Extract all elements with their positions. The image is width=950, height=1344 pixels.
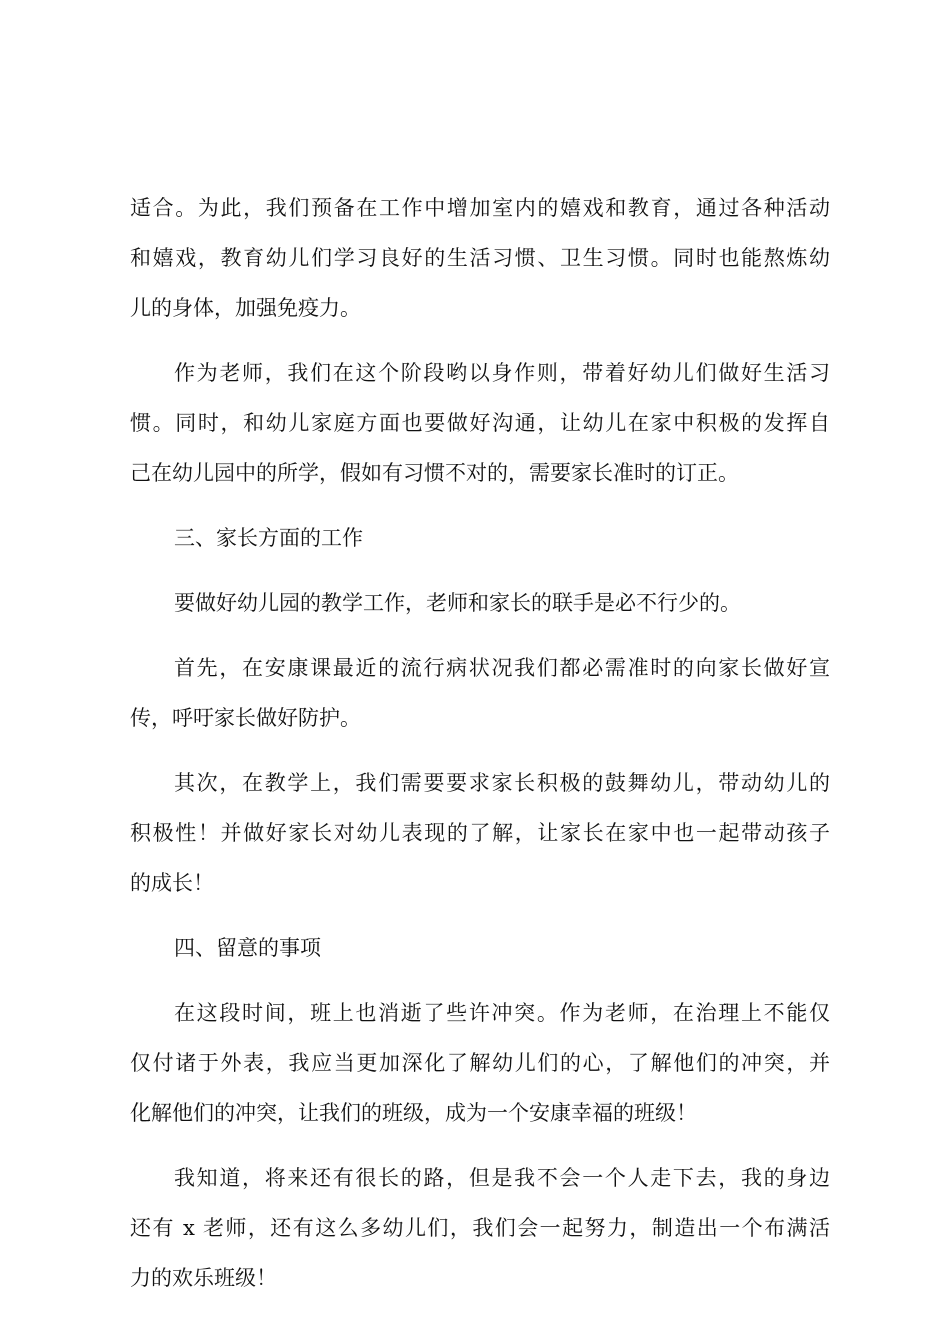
paragraph-gap [130,973,830,988]
paragraph-p7 [130,1153,830,1303]
text-line: 仅付诸于外表，我应当更加深化了解幼儿们的心，了解他们的冲突，并 [130,1051,830,1075]
document-body [130,183,830,1303]
text-line: 传，呼吁家长做好防护。 [130,706,361,730]
paragraph-gap [130,1138,830,1153]
paragraph-p4 [130,643,830,743]
heading-line: 四、留意的事项 [174,936,321,960]
text-line: 还有 x 老师，还有这么多幼儿们，我们会一起努力，制造出一个布满活 [130,1216,830,1240]
paragraph-gap [130,908,830,923]
heading-line: 三、家长方面的工作 [174,526,363,550]
paragraph-gap [130,498,830,513]
text-line: 我知道，将来还有很长的路，但是我不会一个人走下去，我的身边 [174,1166,830,1190]
text-line: 力的欢乐班级！ [130,1266,277,1290]
text-line: 其次，在教学上，我们需要要求家长积极的鼓舞幼儿，带动幼儿的 [174,771,830,795]
text-line: 在这段时间，班上也消逝了些许冲突。作为老师，在治理上不能仅 [174,1001,830,1025]
paragraph-gap [130,743,830,758]
text-line: 惯。同时，和幼儿家庭方面也要做好沟通，让幼儿在家中积极的发挥自 [130,411,830,435]
text-line: 儿的身体，加强免疫力。 [130,296,361,320]
section-heading-4 [130,923,830,973]
section-heading-3 [130,513,830,563]
text-line: 积极性！并做好家长对幼儿表现的了解，让家长在家中也一起带动孩子 [130,821,830,845]
text-line: 适合。为此，我们预备在工作中增加室内的嬉戏和教育，通过各种活动 [130,196,830,220]
paragraph-p3 [130,578,830,628]
text-line: 化解他们的冲突，让我们的班级，成为一个安康幸福的班级！ [130,1101,697,1125]
text-line: 要做好幼儿园的教学工作，老师和家长的联手是必不行少的。 [174,591,741,615]
paragraph-gap [130,628,830,643]
paragraph-gap [130,563,830,578]
text-line: 的成长！ [130,871,214,895]
text-line: 己在幼儿园中的所学，假如有习惯不对的，需要家长准时的订正。 [130,461,739,485]
text-line: 首先，在安康课最近的流行病状况我们都必需准时的向家长做好宣 [174,656,830,680]
paragraph-p1 [130,183,830,333]
text-line: 和嬉戏，教育幼儿们学习良好的生活习惯、卫生习惯。同时也能熬炼幼 [130,246,830,270]
paragraph-p2 [130,348,830,498]
paragraph-p5 [130,758,830,908]
paragraph-p6 [130,988,830,1138]
text-line: 作为老师，我们在这个阶段哟以身作则，带着好幼儿们做好生活习 [174,361,830,385]
paragraph-gap [130,333,830,348]
